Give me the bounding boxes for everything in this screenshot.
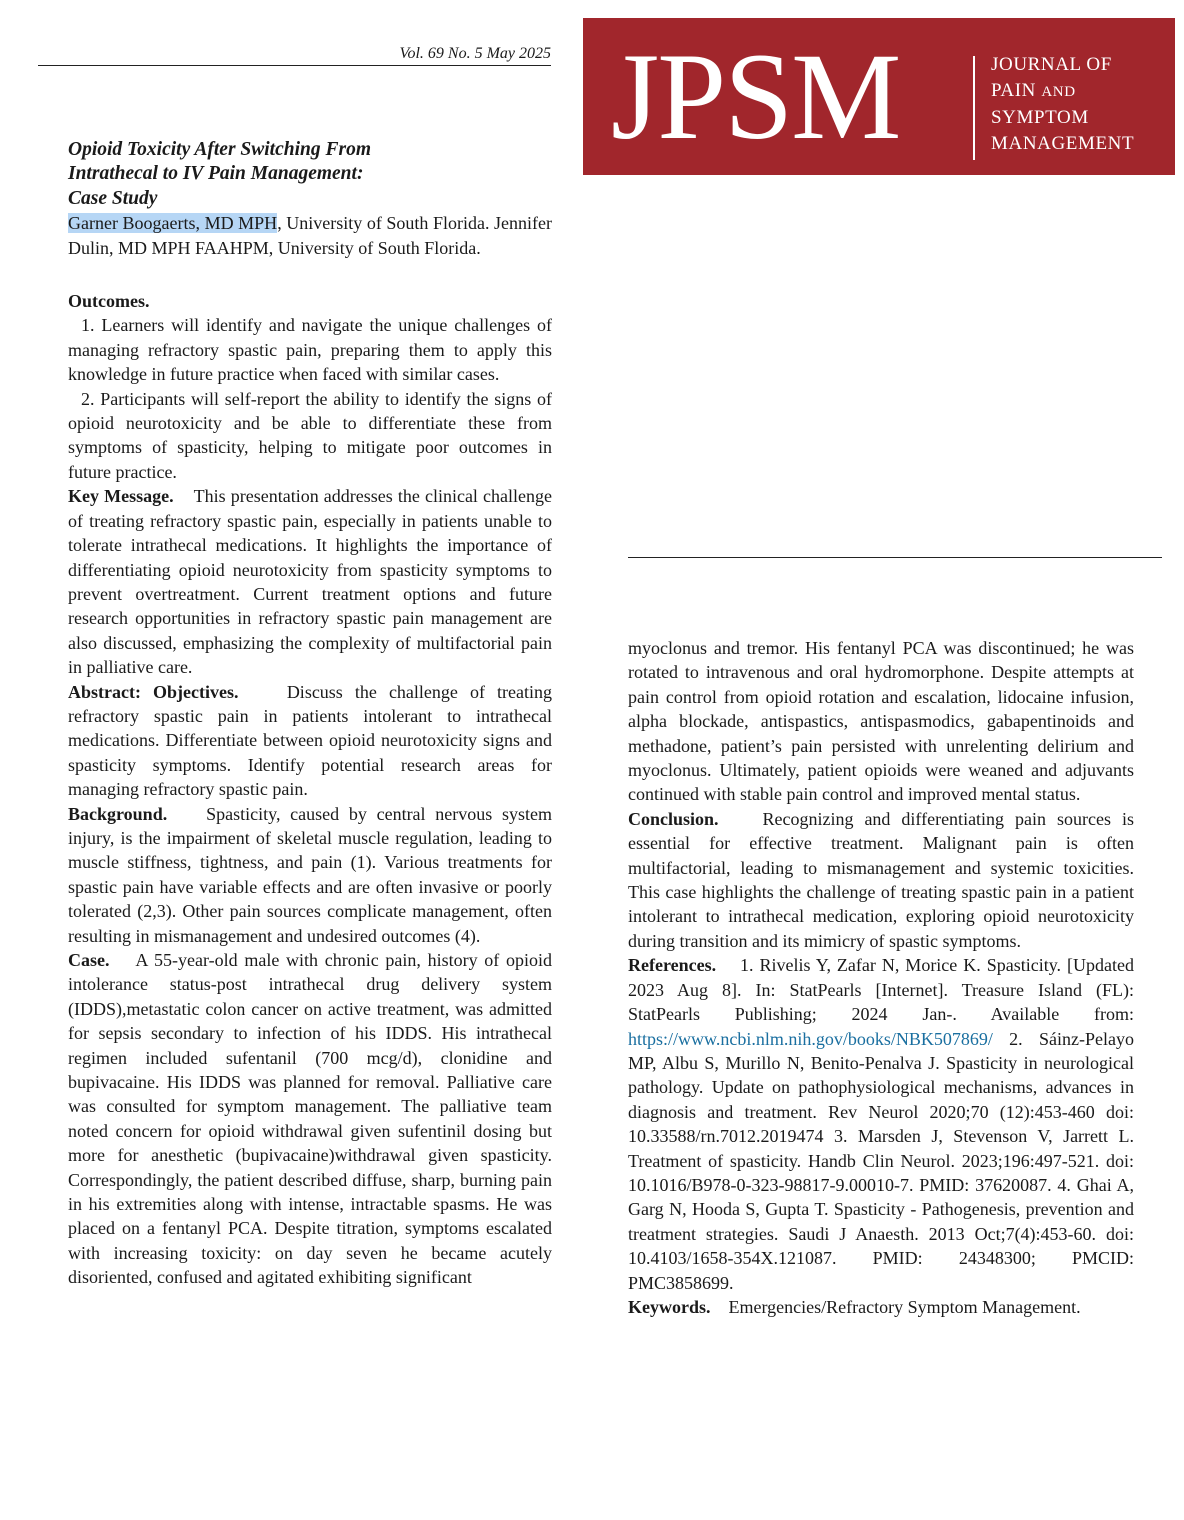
references-section: References. 1. Rivelis Y, Zafar N, Morice K. Spasticity. [Updated 2023 Aug 8]. In: StatPearls [Internet]. Treasure Island (FL): StatPearls Publishing; 2024 Jan-. Available from: https://www.ncbi.nlm.nih.gov/books/NBK507869/ 2. Sáinz-Pelayo MP, Albu S, Murillo N, Benito-Penalva J. Spasticity in neurological pathology. Update on pathophysiological mechanisms, advances in diagnosis and treatment. Rev Neurol 2020;70 (12):453-460 doi: 10.33588/rn.7012.2019474 3. Marsden J, Stevenson V, Jarrett L. Treatment of spasticity. Handb Clin Neurol. 2023;196:497-521. doi: 10.1016/B978-0-323-98817-9.00010-7. PMID: 37620087. 4. Ghai A, Garg N, Hooda S, Gupta T. Spasticity - Pathogenesis, prevention and treatment strategies. Saudi J Anaesth. 2013 Oct;7(4):453-60. doi: 10.4103/1658-354X.121087. PMID: 24348300; PMCID: PMC3858699. <box>628 955 1134 1293</box>
left-column <box>68 138 552 1290</box>
banner-separator <box>973 56 975 160</box>
journal-logo-letters: JPSM <box>611 28 900 165</box>
journal-banner <box>583 18 1175 175</box>
highlighted-author[interactable]: Garner Boogaerts, MD MPH <box>68 213 278 234</box>
right-column <box>628 636 1134 1319</box>
background-section: Background. Spasticity, caused by central nervous system injury, is the impairment of skeletal muscle regulation, leading to muscle stiffness, tightness, and pain (1). Various treatments for spastic pain have variable effects and are often invasive or poorly tolerated (2,3). Other pain sources complicate management, often resulting in mismanagement and undesired outcomes (4). <box>68 803 552 946</box>
abstract-objectives: Abstract: Objectives. Discuss the challenge of treating refractory spastic pain in patients intolerant to intrathecal medications. Differentiate between opioid neurotoxicity signs and spasticity symptoms. Identify potential research areas for managing refractory spastic pain. <box>68 681 553 800</box>
header-rule <box>38 65 551 66</box>
journal-name-line4: MANAGEMENT <box>991 133 1135 154</box>
outcomes-heading: Outcomes. <box>68 291 150 312</box>
reference-link[interactable]: https://www.ncbi.nlm.nih.gov/books/NBK507869/ <box>628 1028 993 1049</box>
outcome-item: 2. Participants will self-report the ability to identify the signs of opioid neurotoxicity and be able to differentiate these from symptoms of spasticity, helping to mitigate poor outcomes in future practice. <box>68 388 552 482</box>
authors: Garner Boogaerts, MD MPH, University of South Florida. Jennifer Dulin, MD MPH FAAHPM, University of South Florida. <box>68 213 553 258</box>
case-continued: myoclonus and tremor. His fentanyl PCA was discontinued; he was rotated to intravenous and oral hydromorphone. Despite attempts at pain control from opioid rotation and escalation, lidocaine infusion, alpha blockade, antispastics, antispasmodics, gabapentinoids and methadone, patient’s pain persisted with unrelenting delirium and myoclonus. Ultimately, patient opioids were weaned and adjuvants continued with stable pain control and improved mental status. <box>628 638 1134 805</box>
key-message: Key Message. This presentation addresses the clinical challenge of treating refractory spastic pain, especially in patients unable to tolerate intrathecal medications. It highlights the importance of differentiating opioid neurotoxicity from spasticity symptoms to prevent overtreatment. Current treatment options and future research opportunities in refractory spastic pain management are also discussed, emphasizing the complexity of multifactorial pain in palliative care. <box>68 486 552 678</box>
article-title: Opioid Toxicity After Switching From Intrathecal to IV Pain Management: Case Study <box>68 139 372 209</box>
journal-name-line2: PAIN AND <box>991 80 1076 101</box>
keywords-section: Keywords. Emergencies/Refractory Symptom Management. <box>628 1296 1081 1317</box>
conclusion-section: Conclusion. Recognizing and differentiating pain sources is essential for effective treatment. Malignant pain is often multifactorial, leading to mismanagement and systemic toxicities. This case highlights the challenge of treating spastic pain in a patient intolerant to intrathecal medication, exploring opioid neurotoxicity during transition and its mimicry of spastic symptoms. <box>628 808 1134 951</box>
journal-name-line3: SYMPTOM <box>991 107 1089 128</box>
case-section: Case. A 55-year-old male with chronic pain, history of opioid intolerance status-post intrathecal drug delivery system (IDDS),metastatic colon cancer on active treatment, was admitted for sepsis secondary to infection of his IDDS. His intrathecal regimen included sufentanil (700 mcg/d), clonidine and bupivacaine. His IDDS was planned for removal. Palliative care was consulted for symptom management. The palliative team noted concern for opioid withdrawal given sufentinil dosing but more for anesthetic (bupivacaine)withdrawal given spasticity. Correspondingly, the patient described diffuse, sharp, burning pain in his extremities along with intense, intractable spasms. He was placed on a fentanyl PCA. Despite titration, symptoms escalated with increasing toxicity: on day seven he became acutely disoriented, confused and agitated exhibiting significant <box>68 950 552 1288</box>
outcome-item: 1. Learners will identify and navigate the unique challenges of managing refractory spastic pain, preparing them to apply this knowledge in future practice when faced with similar cases. <box>68 315 552 385</box>
column-rule <box>628 557 1162 558</box>
journal-name-line1: JOURNAL OF <box>991 54 1112 75</box>
journal-volume: Vol. 69 No. 5 May 2025 <box>399 45 551 62</box>
journal-full-name <box>991 52 1134 157</box>
